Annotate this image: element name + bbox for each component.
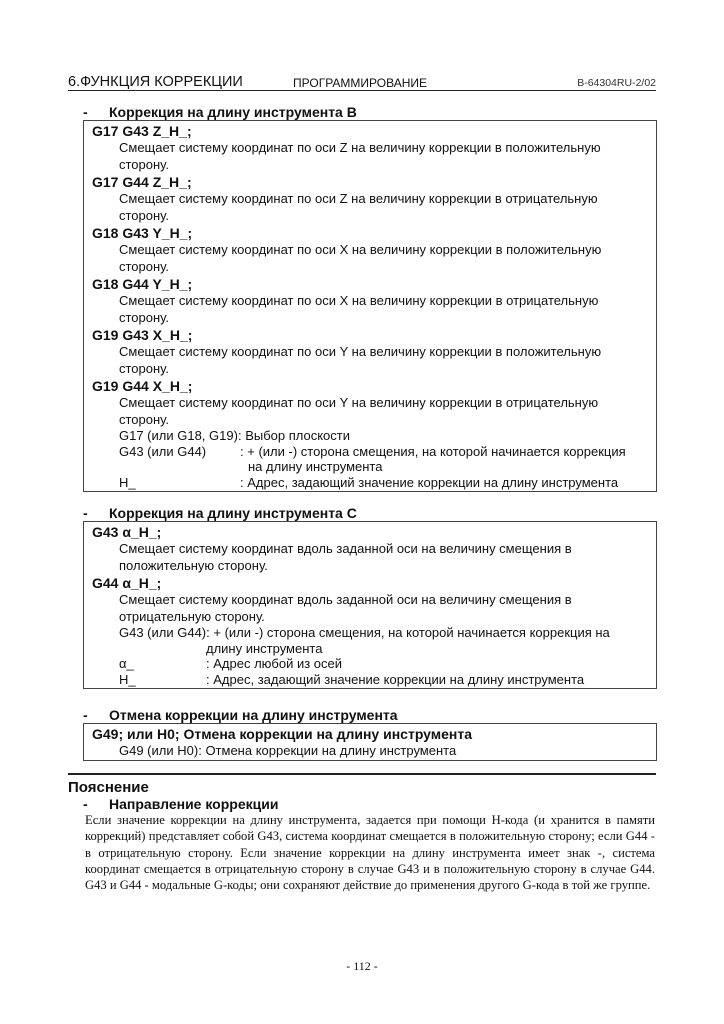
section-title: ПРОГРАММИРОВАНИЕ	[293, 76, 427, 90]
page-number: - 112 -	[346, 959, 378, 973]
syntax-box	[83, 521, 657, 689]
definition-row	[92, 672, 648, 688]
definition-separator: :	[198, 743, 202, 758]
definition-text: Адрес любой из осей	[213, 656, 343, 671]
definition-label: G43 (или G44)	[119, 625, 207, 640]
bullet-dash: -	[83, 505, 88, 521]
definition-separator: :	[206, 625, 210, 640]
command-syntax: G18 G44 Y_H_;	[92, 276, 193, 292]
definition-row	[92, 625, 648, 641]
command-description: Смещает систему координат вдоль заданной оси на величину смещения в	[119, 592, 572, 607]
section-heading	[83, 505, 657, 521]
section-heading-text: Коррекция на длину инструмента В	[109, 104, 357, 120]
command-syntax: G18 G43 Y_H_;	[92, 225, 193, 241]
definition-separator: :	[206, 656, 210, 671]
command-syntax: G43 α_H_;	[92, 524, 162, 540]
definition-separator: :	[237, 428, 242, 443]
explanation-paragraph: Если значение коррекции на длину инструмента, задается при помощи H-кода (и хранится в памяти коррекций) представляет собой G43, система координат смещается в положительную сторону; если G44 - в отрицательную сторону. Если значение коррекции на длину инструмента имеет знак -, система координат смещается в отрицательную сторону в случае G43 и в положительную сторону в случае G44. G43 и G44 - модальные G-коды; они сохраняют действие до применения другого G-кода в той же группе.	[85, 813, 655, 893]
command-description: сторону.	[119, 411, 169, 427]
section-heading-text: Отмена коррекции на длину инструмента	[109, 707, 398, 723]
definition-text: длину инструмента	[206, 640, 323, 656]
command-description: Смещает систему координат по оси X на величину коррекции в отрицательную	[119, 293, 599, 308]
command-description: сторону.	[119, 207, 169, 223]
command-description: сторону.	[119, 258, 169, 274]
command-syntax: G19 G43 X_H_;	[92, 327, 193, 343]
definition-separator: :	[240, 443, 244, 459]
bullet-dash: -	[83, 796, 88, 812]
command-syntax: G19 G44 X_H_;	[92, 378, 193, 394]
definition-label: G49 (или H0)	[119, 743, 199, 758]
command-description: сторону.	[119, 309, 169, 325]
chapter-title: 6.ФУНКЦИЯ КОРРЕКЦИИ	[68, 74, 243, 90]
definition-row	[92, 656, 648, 672]
definition-text: Выбор плоскости	[245, 428, 350, 443]
definition-text: Отмена коррекции на длину инструмента	[205, 743, 457, 758]
definition-text: Адрес, задающий значение коррекции на длину инструмента	[247, 474, 619, 490]
section-tool-length-b	[83, 104, 657, 492]
command-description: сторону.	[119, 360, 169, 376]
definition-text: + (или -) сторона смещения, на которой начинается коррекция на	[213, 625, 610, 640]
definition-separator: :	[206, 671, 210, 687]
definition-row	[92, 459, 648, 475]
command-description: Смещает систему координат по оси Z на величину коррекции в положительную	[119, 140, 601, 155]
subheading-text: Направление коррекции	[109, 796, 279, 812]
section-heading	[83, 707, 657, 723]
section-tool-length-c	[83, 505, 657, 689]
definition-label: G17 (или G18, G19)	[119, 428, 238, 443]
command-description: Смещает систему координат по оси Y на величину коррекции в положительную	[119, 344, 602, 359]
section-heading	[83, 104, 657, 120]
command-description: Смещает систему координат по оси Y на величину коррекции в отрицательную	[119, 395, 599, 410]
definition-row	[92, 641, 648, 657]
explanation-subheading	[83, 796, 278, 812]
command-syntax: G49; или H0; Отмена коррекции на длину инструмента	[92, 726, 473, 742]
section-heading-text: Коррекция на длину инструмента С	[109, 505, 357, 521]
syntax-box	[83, 723, 657, 761]
definition-row	[92, 743, 648, 759]
definition-label: H_	[119, 474, 136, 490]
command-description: положительную сторону.	[119, 557, 268, 573]
explanation-title: Пояснение	[68, 779, 149, 796]
definition-row	[92, 428, 648, 444]
definition-row	[92, 475, 648, 491]
definition-label: α_	[119, 656, 134, 671]
page-header	[68, 74, 656, 91]
definition-label: G43 (или G44)	[119, 443, 207, 459]
bullet-dash: -	[83, 707, 88, 723]
definition-text: Адрес, задающий значение коррекции на длину инструмента	[213, 671, 585, 687]
definition-text: + (или -) сторона смещения, на которой начинается коррекция	[247, 443, 626, 459]
command-description: Смещает систему координат по оси X на величину коррекции в положительную	[119, 242, 602, 257]
bullet-dash: -	[83, 104, 88, 120]
command-description: Смещает систему координат вдоль заданной оси на величину смещения в	[119, 541, 572, 556]
command-description: отрицательную сторону.	[119, 608, 265, 624]
definition-row	[92, 444, 648, 460]
command-description: сторону.	[119, 156, 169, 172]
definition-label: H_	[119, 671, 136, 687]
command-syntax: G44 α_H_;	[92, 575, 162, 591]
command-syntax: G17 G44 Z_H_;	[92, 174, 192, 190]
divider	[68, 773, 656, 775]
syntax-box	[83, 120, 657, 492]
command-description: Смещает систему координат по оси Z на величину коррекции в отрицательную	[119, 191, 598, 206]
definition-separator: :	[240, 474, 244, 490]
command-syntax: G17 G43 Z_H_;	[92, 123, 192, 139]
definition-text: на длину инструмента	[248, 459, 383, 474]
section-cancel	[83, 707, 657, 761]
document-code: B-64304RU-2/02	[577, 77, 656, 89]
